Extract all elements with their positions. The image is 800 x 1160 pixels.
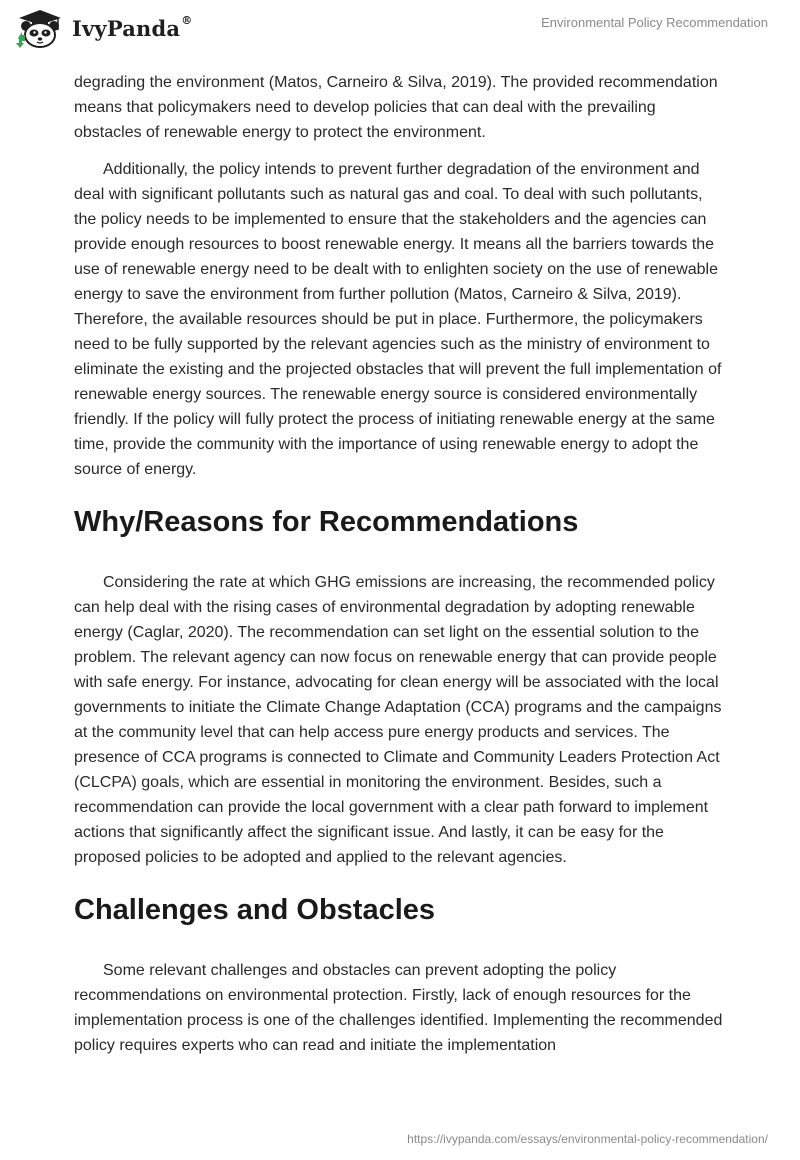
- brand-name: IvyPanda®: [72, 13, 193, 41]
- panda-icon: [14, 8, 66, 48]
- heading-challenges: Challenges and Obstacles: [74, 894, 436, 926]
- document-title: Environmental Policy Recommendation: [541, 15, 768, 30]
- paragraph-continued: degrading the environment (Matos, Carneiro & Silva, 2019). The provided recommendation means that policymakers need to develop policies that can deal with the prevailing obstacles of renewable energy to protect the environment.: [74, 74, 718, 141]
- paragraph-additionally: Additionally, the policy intends to prevent further degradation of the environment and deal with significant pollutants such as natural gas and coal. To deal with such pollutants, the policy needs to be implemented to ensure that the stakeholders and the agencies can provide enough resources to boost renewable energy. It means all the barriers towards the use of renewable energy need to be dealt with to enlighten society on the use of renewable energy to save the environment from further pollution (Matos, Carneiro & Silva, 2019). Therefore, the available resources should be put in place. Furthermore, the policymakers need to be fully supported by the relevant agencies such as the ministry of environment to eliminate the existing and the projected obstacles that will prevent the full implementation of renewable energy sources. The renewable energy source is considered environmentally friendly. If the policy will fully protect the process of initiating renewable energy at the same time, provide the community with the importance of using renewable energy to adopt the source of energy.: [74, 161, 722, 478]
- footer-url[interactable]: https://ivypanda.com/essays/environmental-policy-recommendation/: [407, 1132, 768, 1146]
- ivypanda-logo[interactable]: [14, 8, 192, 48]
- paragraph-challenges: Some relevant challenges and obstacles can prevent adopting the policy recommendations on environmental protection. Firstly, lack of enough resources for the implementation process is one of the challenges identified. Implementing the recommended policy requires experts who can read and initiate the implementation: [74, 962, 723, 1054]
- heading-why-reasons: Why/Reasons for Recommendations: [74, 506, 579, 538]
- essay-content: [74, 70, 726, 1070]
- paragraph-why: Considering the rate at which GHG emissions are increasing, the recommended policy can help deal with the rising cases of environmental degradation by adopting renewable energy (Caglar, 2020). The recommendation can set light on the essential solution to the problem. The relevant agency can now focus on renewable energy that can provide people with safe energy. For instance, advocating for clean energy will be associated with the local governments to initiate the Climate Change Adaptation (CCA) programs and the campaigns at the community level that can help access pure energy products and services. The presence of CCA programs is connected to Climate and Community Leaders Protection Act (CLCPA) goals, which are essential in monitoring the environment. Besides, such a recommendation can provide the local government with a clear path forward to implement actions that significantly affect the significant issue. And lastly, it can be easy for the proposed policies to be adopted and applied to the relevant agencies.: [74, 574, 722, 866]
- page-header: [0, 0, 800, 62]
